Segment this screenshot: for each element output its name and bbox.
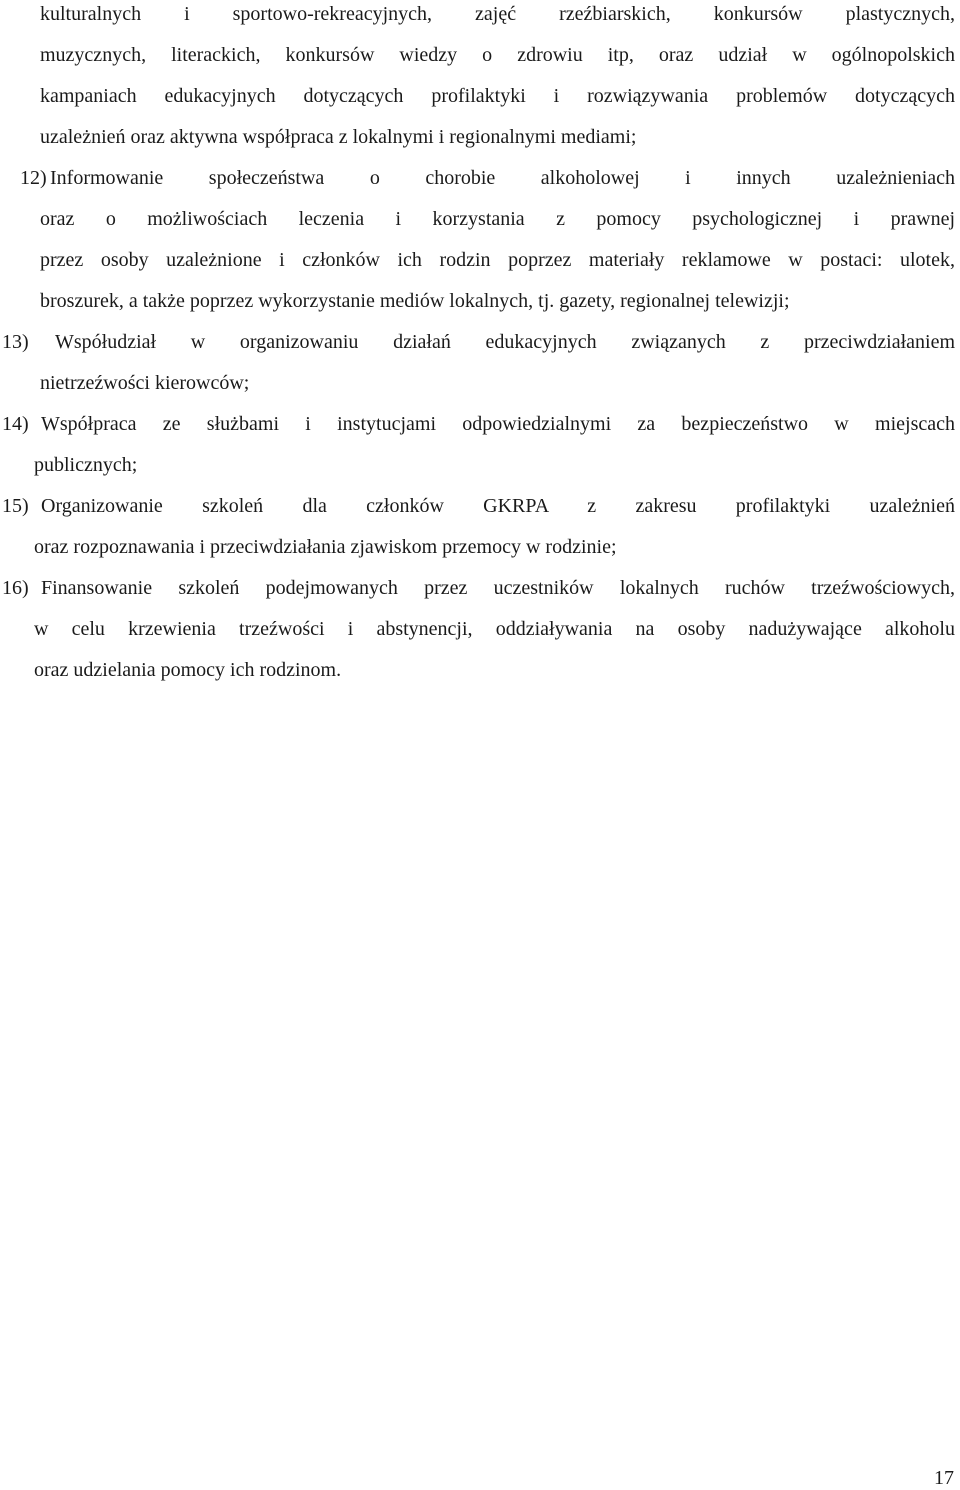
text-line: broszurek, a także poprzez wykorzystanie mediów lokalnych, tj. gazety, regionalnej telewizji; — [40, 290, 790, 312]
text-line: kulturalnych i sportowo-rekreacyjnych, zajęć rzeźbiarskich, konkursów plastycznych, — [40, 3, 955, 25]
text-line: Współudział w organizowaniu działań edukacyjnych związanych z przeciwdziałaniem — [55, 331, 955, 353]
text-line: Informowanie społeczeństwa o chorobie alkoholowej i innych uzależnieniach — [50, 167, 955, 189]
text-line: muzycznych, literackich, konkursów wiedzy o zdrowiu itp, oraz udział w ogólnopolskich — [40, 44, 955, 66]
list-item-number: 14) — [2, 413, 29, 435]
text-line: oraz o możliwościach leczenia i korzystania z pomocy psychologicznej i prawnej — [40, 208, 955, 230]
text-line: nietrzeźwości kierowców; — [40, 372, 250, 394]
text-line: oraz udzielania pomocy ich rodzinom. — [34, 659, 342, 681]
list-item-number: 12) — [20, 167, 47, 189]
text-line: w celu krzewienia trzeźwości i abstynencji, oddziaływania na osoby nadużywające alkoholu — [34, 618, 955, 640]
text-line: Organizowanie szkoleń dla członków GKRPA z zakresu profilaktyki uzależnień — [41, 495, 955, 517]
text-line: publicznych; — [34, 454, 138, 476]
list-item-number: 13) — [2, 331, 29, 353]
text-line: przez osoby uzależnione i członków ich rodzin poprzez materiały reklamowe w postaci: ulotek, — [40, 249, 955, 271]
text-line: oraz rozpoznawania i przeciwdziałania zjawiskom przemocy w rodzinie; — [34, 536, 617, 558]
list-item-number: 15) — [2, 495, 29, 517]
text-line: kampaniach edukacyjnych dotyczących profilaktyki i rozwiązywania problemów dotyczących — [40, 85, 955, 107]
list-item-number: 16) — [2, 577, 29, 599]
text-line: uzależnień oraz aktywna współpraca z lokalnymi i regionalnymi mediami; — [40, 126, 637, 148]
page-number: 17 — [934, 1467, 954, 1489]
text-line: Współpraca ze służbami i instytucjami odpowiedzialnymi za bezpieczeństwo w miejscach — [41, 413, 955, 435]
text-line: Finansowanie szkoleń podejmowanych przez uczestników lokalnych ruchów trzeźwościowych, — [41, 577, 955, 599]
